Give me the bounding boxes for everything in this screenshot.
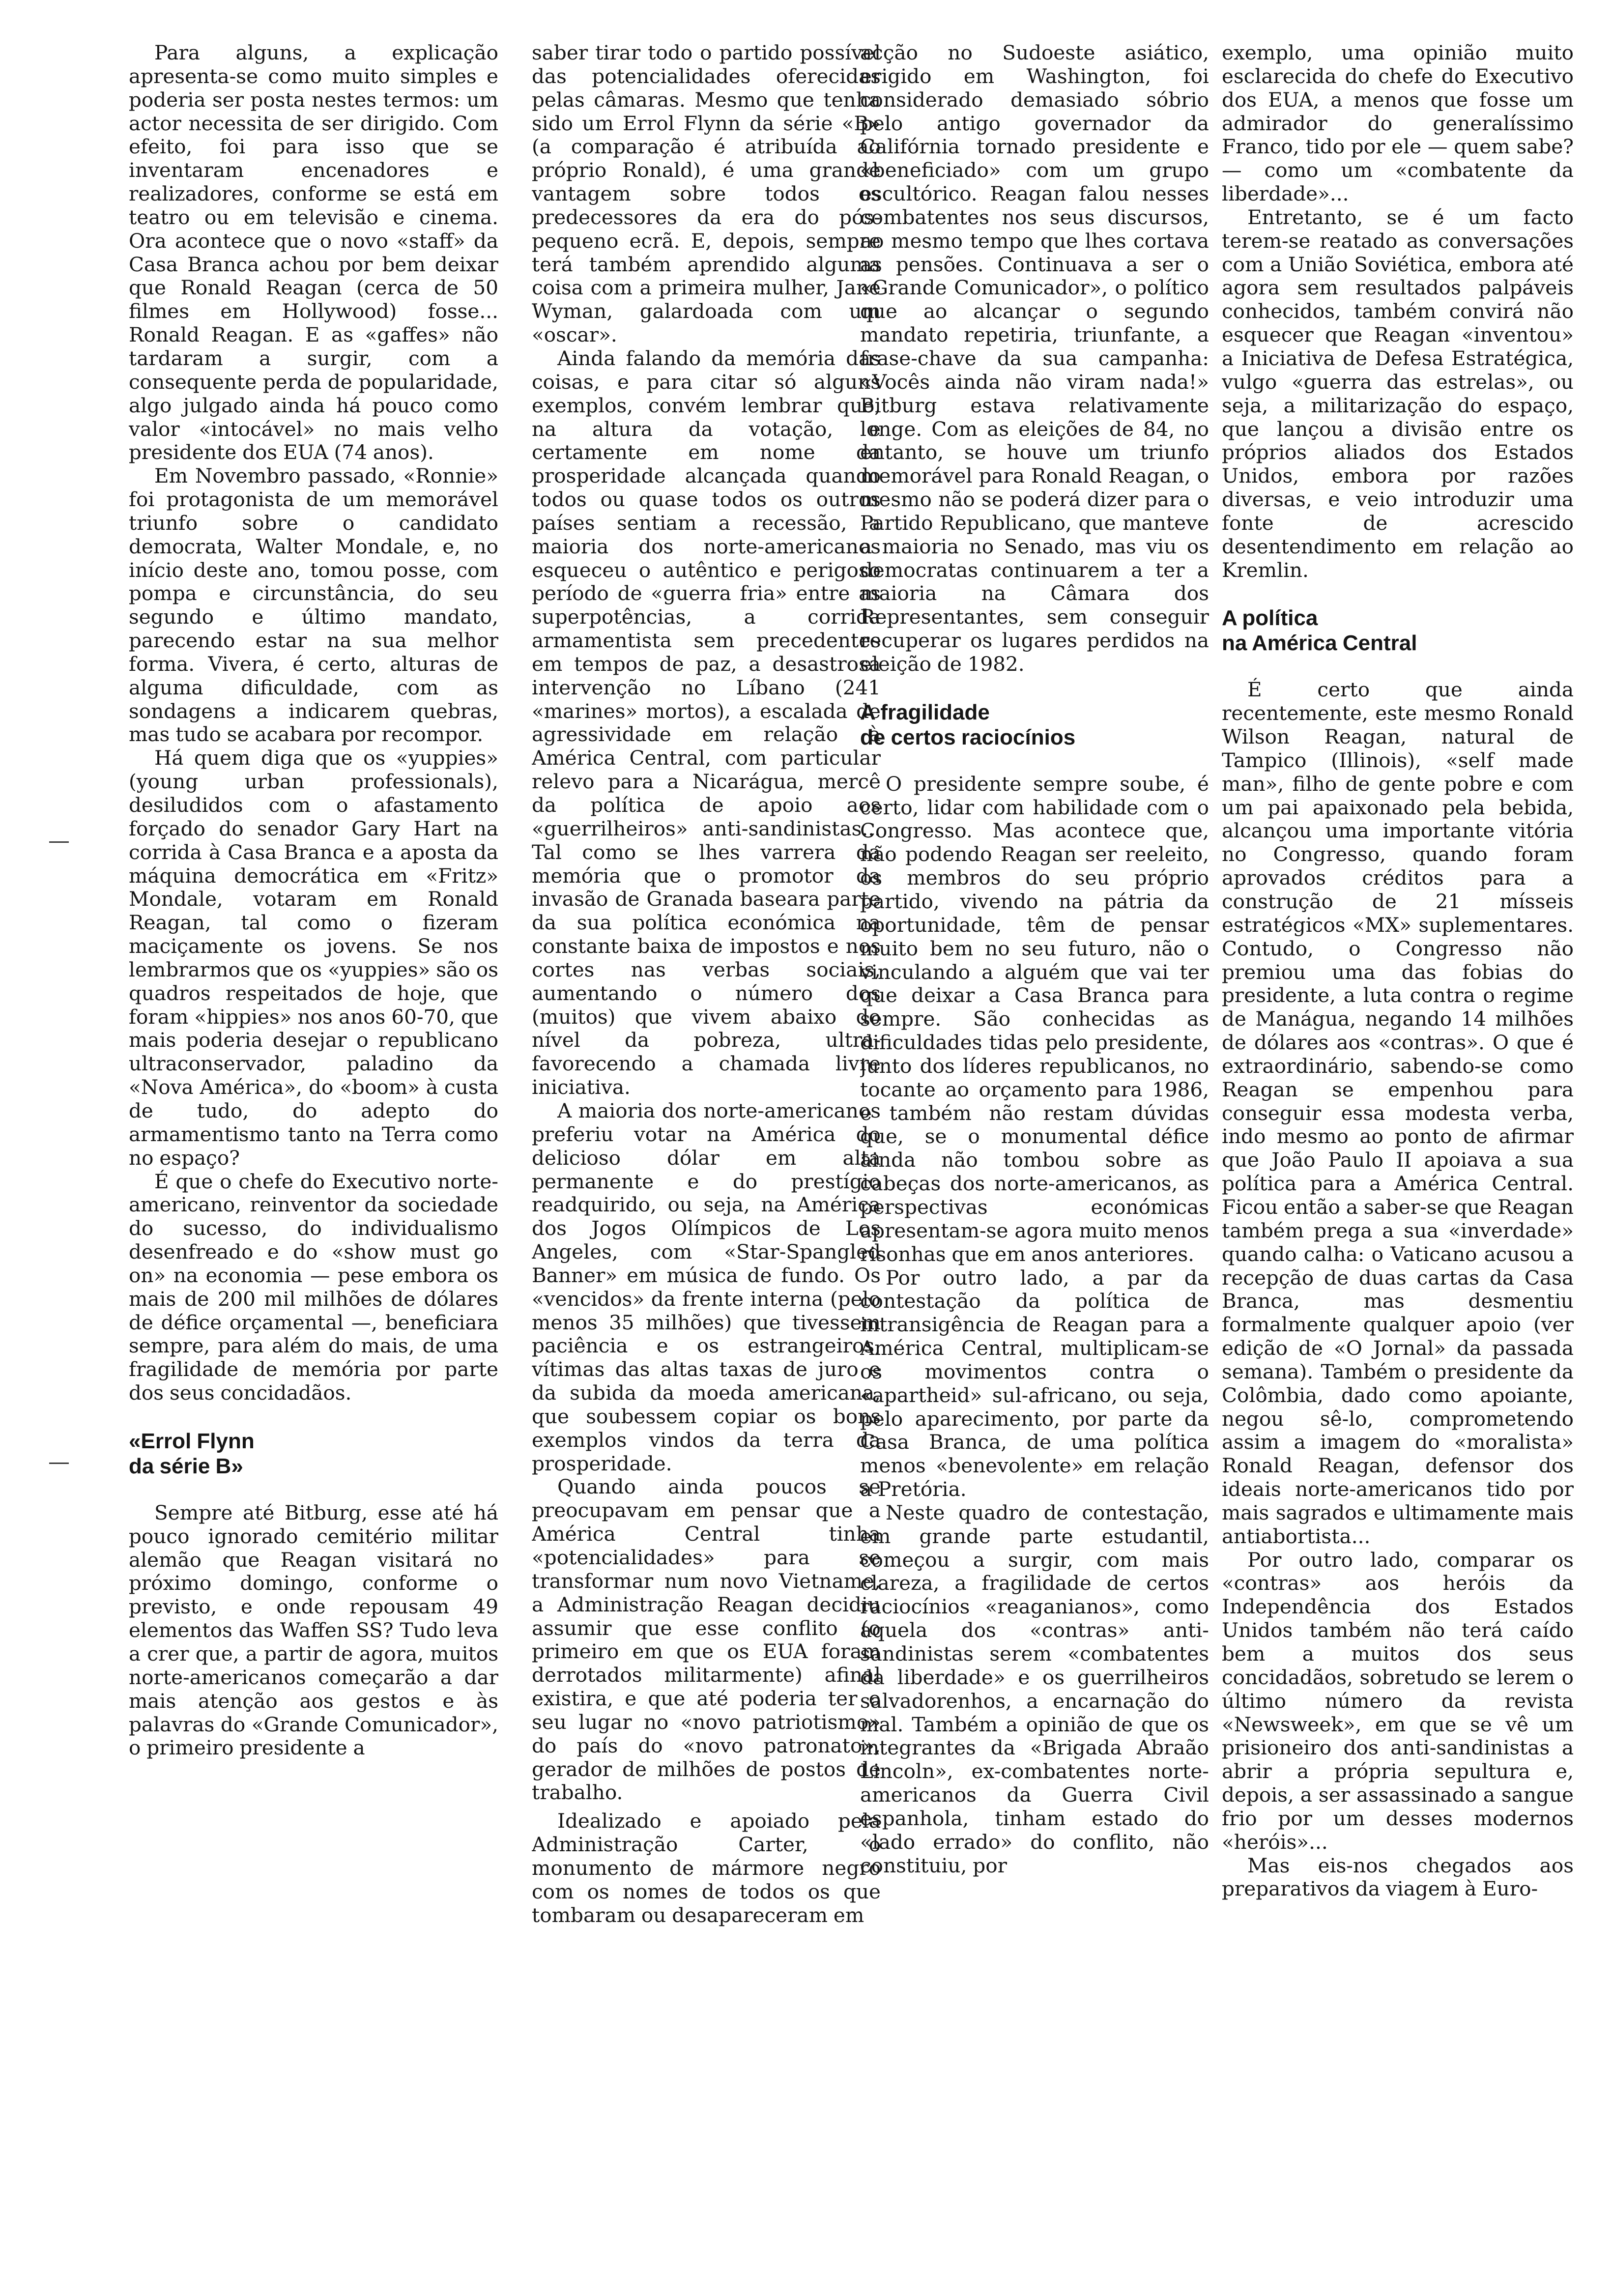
section-heading: [860, 700, 1209, 750]
article-column-1: [129, 41, 498, 2282]
article-paragraph: Quando ainda poucos se preocupavam em pensar que a América Central tinha «potencialidades» para se transformar num novo Vietname, a Administração Reagan decidiu assumir que esse conflito (o primeiro em que os EUA foram derrotados militarmente) afinal existira, e que até poderia ter o seu lugar no «novo patriotismo» do país do «novo patronato», gerador de milhões de postos de trabalho.: [532, 1475, 881, 1805]
section-heading-line: A fragilidade: [860, 700, 990, 724]
article-column-4: [1222, 41, 1574, 2282]
article-paragraph: Sempre até Bitburg, esse até há pouco ignorado cemitério militar alemão que Reagan visitará no próximo domingo, conforme o previsto, e onde repousam 49 elementos das Waffen SS? Tudo leva a crer que, a partir de agora, muitos norte-americanos começarão a dar mais atenção aos gestos e às palavras do «Grande Comunicador», o primeiro presidente a: [129, 1500, 498, 1760]
article-paragraph: exemplo, uma opinião muito esclarecida do chefe do Executivo dos EUA, a menos que fosse um admirador do generalíssimo Franco, tido por ele — quem sabe? — como um «combatente da liberdade»...: [1222, 41, 1574, 206]
margin-mark: [49, 841, 69, 843]
article-paragraph: É certo que ainda recentemente, este mesmo Ronald Wilson Reagan, natural de Tampico (Illinois), «self made man», filho de gente pobre e com um pai apaixonado pela bebida, alcançou uma importante vitória no Congresso, quando foram aprovados créditos para a construção de 21 mísseis estratégicos «MX» suplementares. Contudo, o Congresso não premiou uma das fobias do presidente, a luta contra o regime de Manágua, negando 14 milhões de dólares aos «contras». O que é extraordinário, sabendo-se como Reagan se empenhou para conseguir essa modesta verba, indo mesmo ao ponto de afirmar que João Paulo II apoiava a sua política para a América Central. Ficou então a saber-se que Reagan também prega a sua «inverdade» quando calha: o Vaticano acusou a recepção de duas cartas da Casa Branca, mas desmentiu formalmente qualquer apoio (ver edição de «O Jornal» da passada semana). Também o presidente da Colômbia, dado como apoiante, negou sê-lo, comprometendo assim a imagem do «moralista» Ronald Reagan, defensor dos ideais norte-americanos tido por mais sagrados e ultimamente mais antiabortista...: [1222, 678, 1574, 1548]
article-paragraph: Há quem diga que os «yuppies» (young urban professionals), desiludidos com o afastamento forçado do senador Gary Hart na corrida à Casa Branca e a aposta da máquina democrática em «Fritz» Mondale, votaram em Ronald Reagan, tal como o fizeram maciçamente os jovens. Se nos lembrarmos que os «yuppies» são os quadros respeitados de hoje, que foram «hippies» nos anos 60-70, que mais poderia desejar o republicano ultraconservador, paladino da «Nova América», do «boom» à custa de tudo, do adepto do armamentismo tanto na Terra como no espaço?: [129, 746, 498, 1170]
article-paragraph: É que o chefe do Executivo norte-americano, reinventor da sociedade do sucesso, do individualismo desenfreado e do «show must go on» na economia — pese embora os mais de 200 mil milhões de dólares de défice orçamental —, beneficiara sempre, para além do mais, de uma fragilidade de memória por parte dos seus concidadãos.: [129, 1169, 498, 1405]
section-heading-line: na América Central: [1222, 631, 1417, 656]
article-paragraph: Por outro lado, a par da contestação da política de intransigência de Reagan para a América Central, multiplicam-se os movimentos contra o «apartheid» sul-africano, ou seja, pelo aparecimento, por parte da Casa Branca, de uma política menos «benevolente» em relação a Pretória.: [860, 1265, 1209, 1501]
article-paragraph: saber tirar todo o partido possível das potencialidades oferecidas pelas câmaras. Mesmo que tenha sido um Errol Flynn da série «B» (a comparação é atribuída ao próprio Ronald), é uma grande vantagem sobre todos os predecessores da era do pós-pequeno ecrã. E, depois, sempre terá também aprendido alguma coisa com a primeira mulher, Jane Wyman, galardoada com um «oscar».: [532, 41, 881, 347]
article-paragraph: Para alguns, a explicação apresenta-se como muito simples e poderia ser posta nestes termos: um actor necessita de ser dirigido. Com efeito, foi para isso que se inventaram encenadores e realizadores, conforme se está em teatro ou em televisão e cinema. Ora acontece que o novo «staff» da Casa Branca achou por bem deixar que Ronald Reagan (cerca de 50 filmes em Hollywood) fosse... Ronald Reagan. E as «gaffes» não tardaram a surgir, com a consequente perda de popularidade, algo julgado ainda há pouco como valor «intocável» no mais velho presidente dos EUA (74 anos).: [129, 41, 498, 464]
article-paragraph: Mas eis-nos chegados aos preparativos da viagem à Euro-: [1222, 1853, 1574, 1901]
article-paragraph: Em Novembro passado, «Ronnie» foi protagonista de um memorável triunfo sobre o candidato democrata, Walter Mondale, e, no início deste ano, tomou posse, com pompa e circunstância, do seu segundo e último mandato, parecendo estar na sua melhor forma. Vivera, é certo, alturas de alguma dificuldade, com as sondagens a indicarem quebras, mas tudo se acabara por recompor.: [129, 464, 498, 746]
article-paragraph: Por outro lado, comparar os «contras» aos heróis da Independência dos Estados Unidos também não terá caído bem a muitos dos seus concidadãos, sobretudo se lerem o último número da revista «Newsweek», em que se vê um prisioneiro dos anti-sandinistas a abrir a própria sepultura e, depois, a ser assassinado a sangue frio por um desses modernos «heróis»...: [1222, 1548, 1574, 1854]
section-heading-line: «Errol Flynn: [129, 1429, 255, 1453]
article-paragraph: Ainda falando da memória das coisas, e para citar só alguns exemplos, convém lembrar que, na altura da votação, e certamente em nome da prosperidade alcançada quando todos ou quase todos os outros países sentiam a recessão, a maioria dos norte-americanos esqueceu o autêntico e perigoso período de «guerra fria» entre as superpotências, a corrida armamentista sem precedentes em tempos de paz, a desastrosa intervenção no Líbano (241 «marines» mortos), a escalada de agressividade em relação à América Central, com particular relevo para a Nicarágua, mercê da política de apoio aos «guerrilheiros» anti-sandinistas... Tal como se lhes varrera da memória que o promotor da invasão de Granada baseara parte da sua política económica na constante baixa de impostos e nos cortes nas verbas sociais, aumentando o número dos (muitos) que vivem abaixo do nível da pobreza, ultra-favorecendo a chamada livre iniciativa.: [532, 346, 881, 1099]
section-heading: [1222, 605, 1574, 656]
section-heading-line: da série B»: [129, 1454, 243, 1478]
section-heading-line: A política: [1222, 606, 1318, 631]
margin-mark: [49, 1463, 69, 1464]
article-paragraph: O presidente sempre soube, é certo, lidar com habilidade com o Congresso. Mas acontece que, não podendo Reagan ser reeleito, os membros do seu próprio partido, vivendo na pátria da oportunidade, têm de pensar muito bem no seu futuro, não o vinculando a alguém que vai ter que deixar a Casa Branca para sempre. São conhecidas as dificuldades tidas pelo presidente, junto dos líderes republicanos, no tocante ao orçamento para 1986, e também não restam dúvidas que, se o monumental défice ainda não tombou sobre as cabeças dos norte-americanos, as perspectivas económicas apresentam-se agora muito menos risonhas que em anos anteriores.: [860, 772, 1209, 1266]
section-heading-line: de certos raciocínios: [860, 725, 1076, 749]
article-paragraph: Entretanto, se é um facto terem-se reatado as conversações com a União Soviética, embora até agora sem resultados palpáveis conhecidos, também convirá não esquecer que Reagan «inventou» a Iniciativa de Defesa Estratégica, vulgo «guerra das estrelas», ou seja, a militarização do espaço, que lançou a divisão entre os próprios aliados dos Estados Unidos, embora por razões diversas, e veio introduzir uma fonte de acrescido desentendimento em relação ao Kremlin.: [1222, 205, 1574, 582]
section-heading: [129, 1429, 498, 1479]
article-paragraph: A maioria dos norte-americanos preferiu votar na América do delicioso dólar em alta permanente e do prestígio readquirido, ou seja, na América dos Jogos Olímpicos de Los Angeles, com «Star-Spangled Banner» em música de fundo. Os «vencidos» da frente interna (pelo menos 35 milhões) que tivessem paciência e os estrangeiros, vítimas das altas taxas de juro e da subida da moeda americana, que soubessem copiar os bons exemplos vindos da terra da prosperidade.: [532, 1098, 881, 1475]
article-column-2: [532, 41, 881, 2282]
article-paragraph: Neste quadro de contestação, em grande parte estudantil, começou a surgir, com mais clareza, a fragilidade de certos raciocínios «reaganianos», como aquela dos «contras» anti-sandinistas serem «combatentes da liberdade» e os guerrilheiros salvadorenhos, a encarnação do mal. Também a opinião de que os integrantes da «Brigada Abraão Lincoln», ex-combatentes norte-americanos da Guerra Civil espanhola, tinham estado do «lado errado» do conflito, não constituiu, por: [860, 1500, 1209, 1877]
article-paragraph: Idealizado e apoiado pela Administração Carter, o monumento de mármore negro com os nomes de todos os que tombaram ou desapareceram em: [532, 1809, 881, 1927]
article-column-3: [860, 41, 1209, 2282]
article-paragraph: acção no Sudoeste asiático, erigido em Washington, foi considerado demasiado sóbrio pelo antigo governador da Califórnia tornado presidente e «beneficiado» com um grupo escultórico. Reagan falou nesses combatentes nos seus discursos, ao mesmo tempo que lhes cortava as pensões. Continuava a ser o «Grande Comunicador», o político que ao alcançar o segundo mandato repetiria, triunfante, a frase-chave da sua campanha: «Vocês ainda não viram nada!» Bitburg estava relativamente longe. Com as eleições de 84, no entanto, se houve um triunfo memorável para Ronald Reagan, o mesmo não se poderá dizer para o Partido Republicano, que manteve a maioria no Senado, mas viu os democratas continuarem a ter a maioria na Câmara dos Representantes, sem conseguir recuperar os lugares perdidos na eleição de 1982.: [860, 41, 1209, 676]
